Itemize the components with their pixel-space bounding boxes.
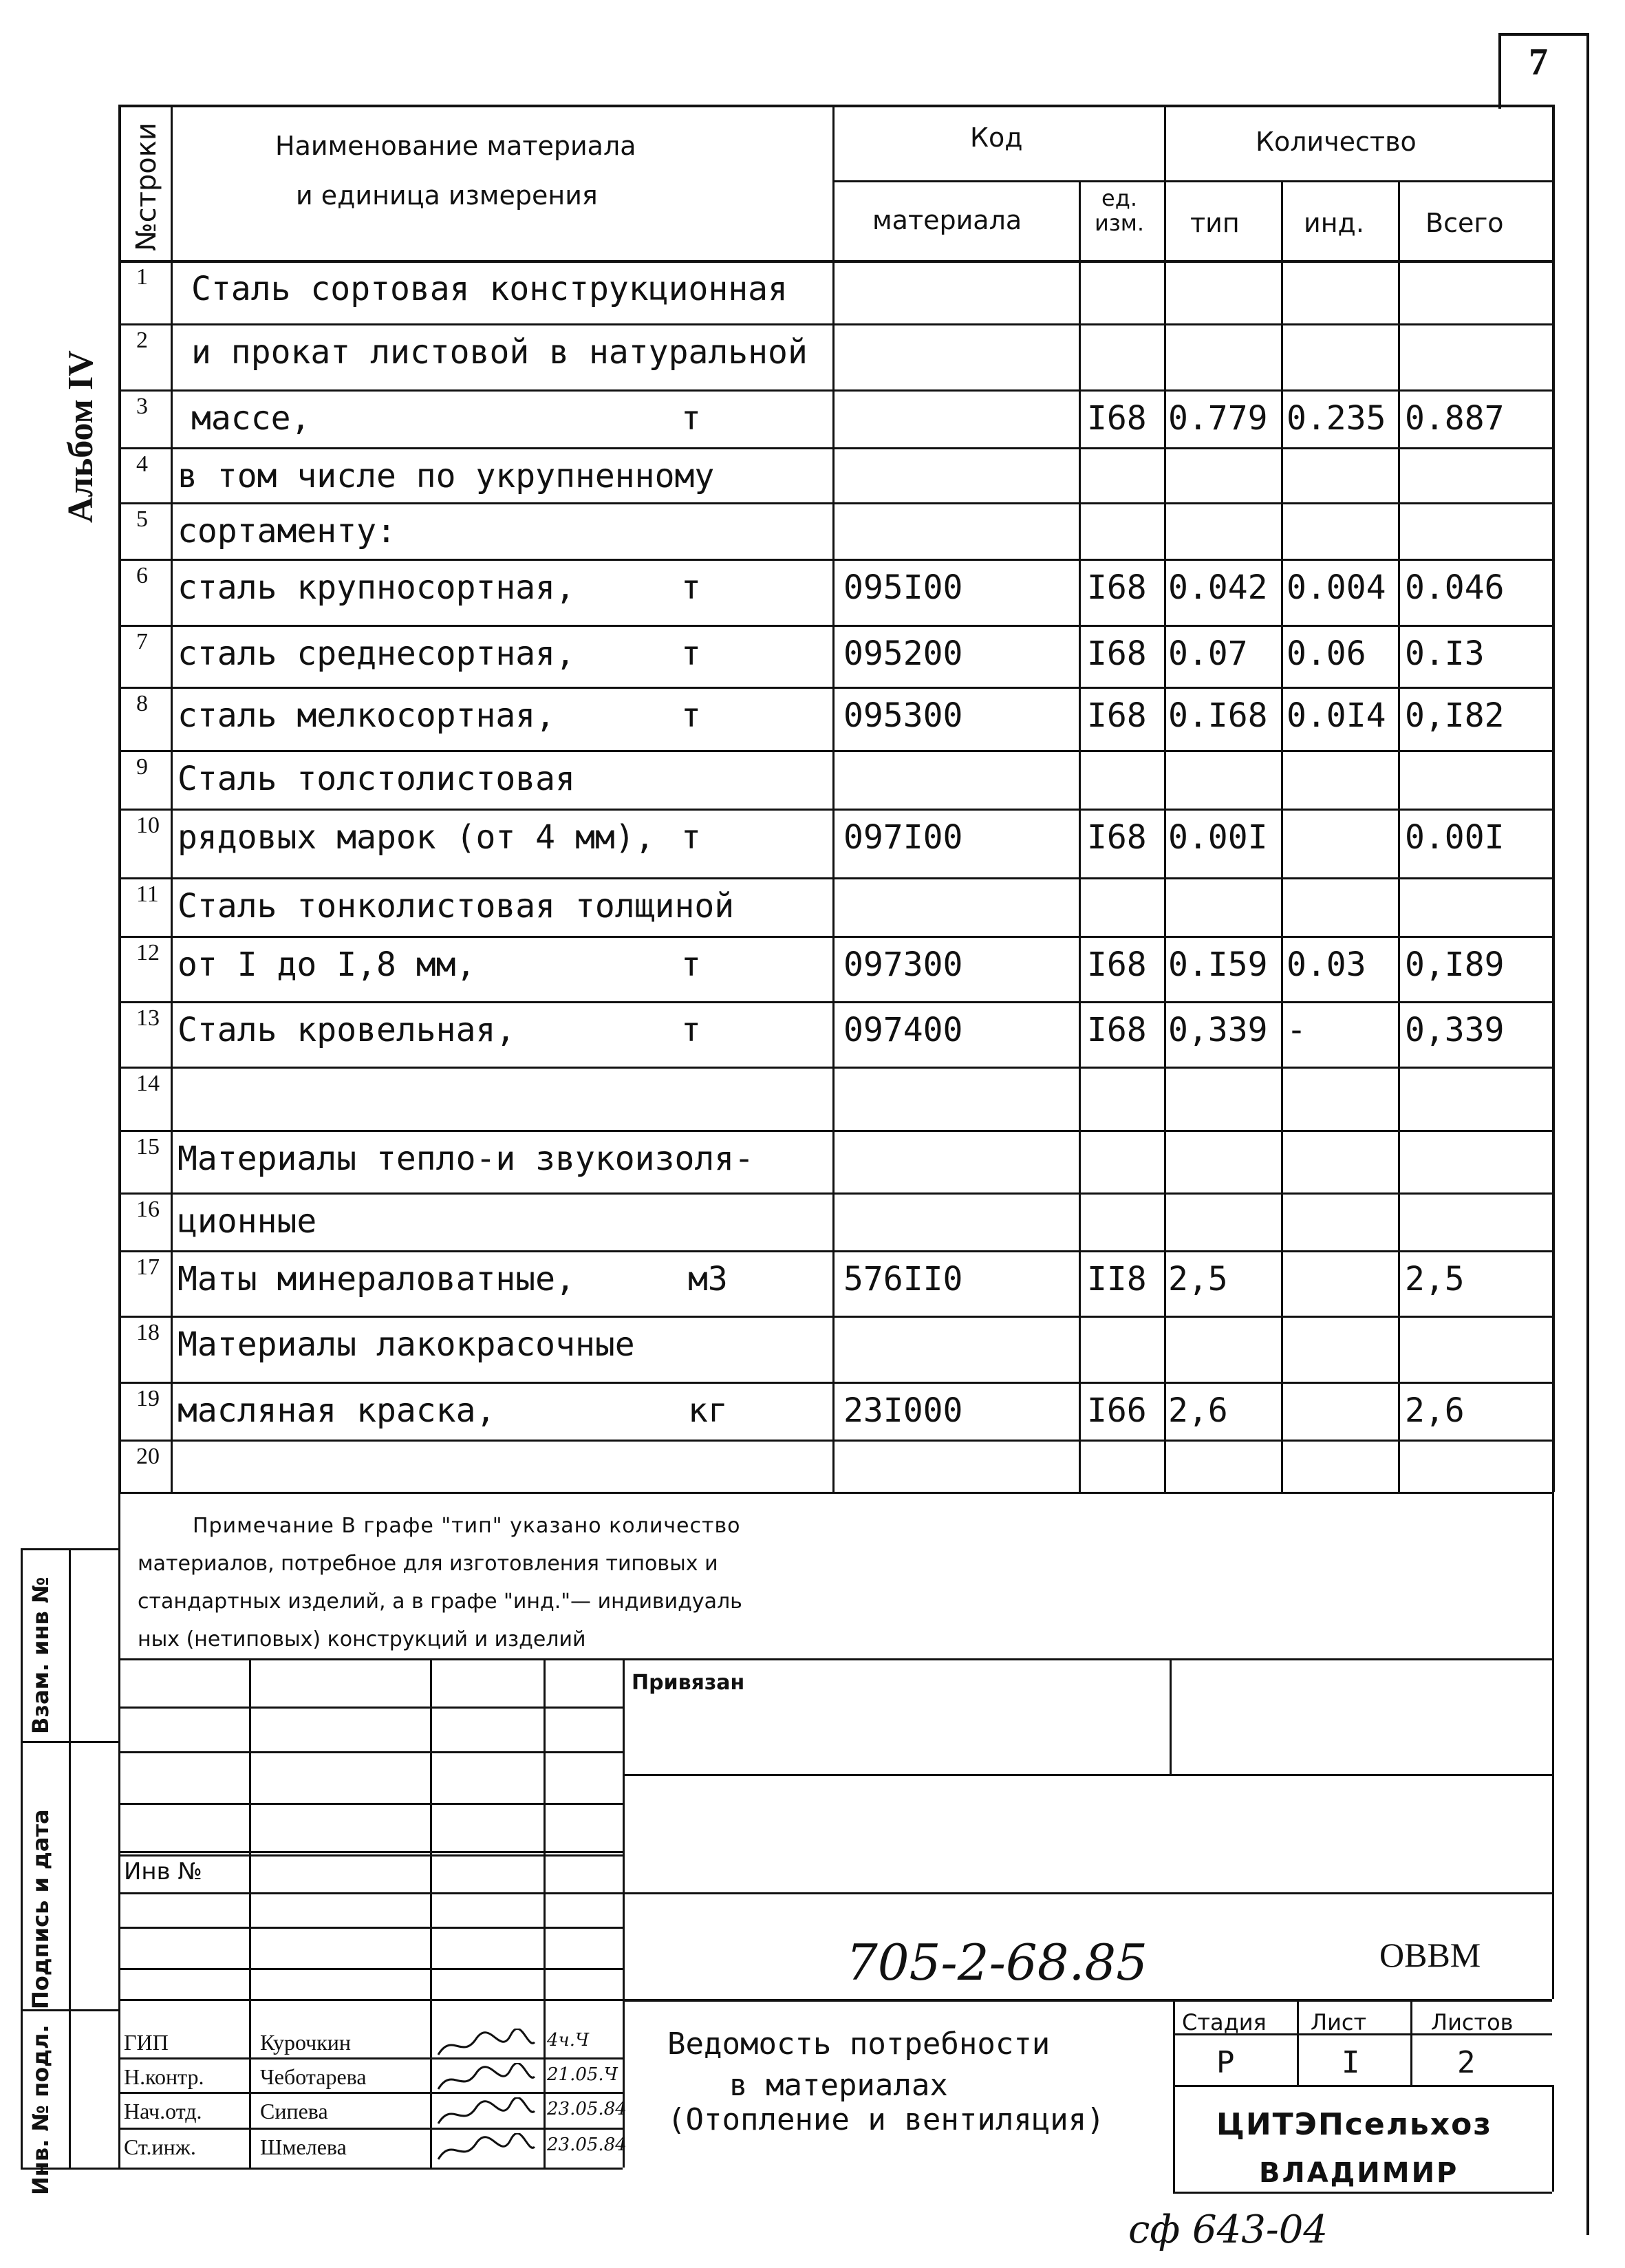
row-number: 19 xyxy=(136,1386,160,1411)
row-number: 11 xyxy=(136,881,159,907)
sign-row xyxy=(118,2092,623,2094)
signer-role: Нач.отд. xyxy=(124,2099,202,2123)
margin-line xyxy=(21,1741,118,1743)
inv-no-label: Инв № xyxy=(124,1858,202,1885)
row-number: 13 xyxy=(136,1005,160,1031)
material-name: Маты минераловатные, xyxy=(177,1260,575,1298)
material-name: сталь мелкосортная, xyxy=(177,696,556,735)
sign-row xyxy=(118,1803,623,1805)
sheet-label: Лист xyxy=(1311,2009,1367,2035)
sign-row xyxy=(118,1999,623,2001)
row-number: 18 xyxy=(136,1320,160,1345)
row-line xyxy=(118,389,1552,392)
qty-ind: 0.06 xyxy=(1287,634,1366,673)
header-qty-total: Всего xyxy=(1425,208,1504,238)
material-code: 095200 xyxy=(843,634,963,673)
unit-label: т xyxy=(681,1011,701,1049)
album-label: Альбом IV xyxy=(61,350,100,523)
material-name: сталь среднесортная, xyxy=(177,634,575,673)
signer-role: Ст.инж. xyxy=(124,2135,196,2159)
unit-label: м3 xyxy=(688,1260,728,1298)
material-name: сталь крупносортная, xyxy=(177,568,575,607)
page-number: 7 xyxy=(1529,41,1548,83)
material-name: массе, xyxy=(191,399,311,438)
note-line-3: стандартных изделий, а в графе "инд."— индивидуаль xyxy=(138,1590,742,1614)
col-line xyxy=(832,105,835,1492)
qty-total: 2,6 xyxy=(1405,1391,1465,1430)
note-line-4: ных (нетиповых) конструкций и изделий xyxy=(138,1627,586,1651)
qty-ind: 0.0I4 xyxy=(1287,696,1386,735)
row-line xyxy=(118,447,1552,449)
qty-total: 0,339 xyxy=(1405,1011,1505,1049)
material-name: и прокат листовой в натуральной xyxy=(191,333,808,372)
unit-code: I68 xyxy=(1087,945,1147,984)
signature-date: 4ч.Ч xyxy=(547,2030,590,2051)
signer-name: Курочкин xyxy=(260,2030,351,2055)
row-line xyxy=(118,559,1552,561)
sign-col xyxy=(623,1658,625,2168)
header-code-material: материала xyxy=(872,205,1022,235)
row-line xyxy=(118,625,1552,627)
row-line xyxy=(118,1130,1552,1132)
qty-type: 2,5 xyxy=(1168,1260,1228,1298)
margin-inner-line xyxy=(69,1548,71,2168)
row-line xyxy=(118,502,1552,504)
page-top-border xyxy=(1500,33,1589,36)
margin-line xyxy=(21,1548,118,1550)
stage-col xyxy=(1297,1999,1299,2085)
sheets-value: 2 xyxy=(1457,2045,1476,2080)
stage-col xyxy=(1410,1999,1412,2085)
header-sub-line xyxy=(832,180,1552,182)
signature-scribble xyxy=(435,2029,538,2062)
code-top-line xyxy=(623,1892,1552,1894)
sign-row xyxy=(118,1927,623,1929)
row-number: 3 xyxy=(136,394,148,419)
qty-total: 0,I89 xyxy=(1405,945,1505,984)
signer-name: Сипева xyxy=(260,2099,328,2123)
stamp-right-border xyxy=(1552,1492,1554,1999)
row-number: 10 xyxy=(136,813,160,838)
sign-row xyxy=(118,1851,623,1853)
sign-row xyxy=(118,2128,623,2130)
sign-row xyxy=(118,1854,623,1857)
material-code: 097400 xyxy=(843,1011,963,1049)
material-name: Сталь кровельная, xyxy=(177,1011,516,1049)
material-name: Сталь тонколистовая толщиной xyxy=(177,887,735,926)
qty-type: 0.779 xyxy=(1168,399,1268,438)
qty-type: 0.00I xyxy=(1168,818,1268,857)
unit-code: I68 xyxy=(1087,818,1147,857)
material-code: 097I00 xyxy=(843,818,963,857)
stage-value-line xyxy=(1173,2085,1552,2087)
row-number: 2 xyxy=(136,328,148,353)
header-qty-type: тип xyxy=(1190,208,1240,238)
col-line xyxy=(171,105,173,1492)
qty-total: 0.046 xyxy=(1405,568,1505,607)
table-right-border xyxy=(1552,105,1555,1492)
title-line-1: Ведомость потребности xyxy=(667,2026,1051,2062)
stage-value: Р xyxy=(1216,2045,1235,2080)
sign-col xyxy=(249,1658,251,2168)
col-line xyxy=(1398,180,1400,1492)
row-number: 9 xyxy=(136,754,148,780)
sheets-label: Листов xyxy=(1431,2009,1514,2035)
sign-row xyxy=(118,1968,623,1970)
qty-type: 0.I59 xyxy=(1168,945,1268,984)
header-bottom-line xyxy=(118,260,1552,263)
col-line xyxy=(1164,105,1166,1492)
header-qty-ind: инд. xyxy=(1304,208,1364,238)
material-name: Сталь сортовая конструкционная xyxy=(191,270,788,308)
row-line xyxy=(118,1067,1552,1069)
signer-role: ГИП xyxy=(124,2030,169,2055)
stamp-left-border xyxy=(118,1492,120,2168)
row-number: 4 xyxy=(136,451,148,477)
stage-label: Стадия xyxy=(1182,2009,1267,2035)
qty-ind: 0.235 xyxy=(1287,399,1386,438)
privyazan-divider xyxy=(1170,1658,1172,1774)
sheet-code: ОВВМ xyxy=(1379,1936,1481,1974)
material-name: ционные xyxy=(177,1202,317,1241)
unit-label: т xyxy=(681,818,701,857)
signer-name: Шмелева xyxy=(260,2135,347,2159)
qty-type: 2,6 xyxy=(1168,1391,1228,1430)
privyazan-bottom xyxy=(623,1774,1552,1776)
signature-date: 23.05.84 xyxy=(547,2135,627,2155)
sign-row xyxy=(118,2168,623,2170)
material-name: Сталь толстолистовая xyxy=(177,760,575,798)
unit-code: I66 xyxy=(1087,1391,1147,1430)
row-number: 16 xyxy=(136,1197,160,1222)
sheet-value: I xyxy=(1342,2045,1360,2080)
margin-outer-line xyxy=(21,1548,23,2168)
row-line xyxy=(118,1440,1552,1442)
row-line xyxy=(118,1382,1552,1384)
row-line xyxy=(118,1001,1552,1003)
row-number: 7 xyxy=(136,629,148,654)
col-line xyxy=(1079,180,1081,1492)
title-right-border xyxy=(1552,2085,1554,2192)
qty-type: 0.042 xyxy=(1168,568,1268,607)
material-name: от I до I,8 мм, xyxy=(177,945,476,984)
row-line xyxy=(118,936,1552,938)
sign-row xyxy=(118,2057,623,2060)
row-line xyxy=(118,687,1552,689)
row-number: 15 xyxy=(136,1134,160,1159)
row-line xyxy=(118,750,1552,752)
unit-label: т xyxy=(681,634,701,673)
unit-label: т xyxy=(681,696,701,735)
material-name: в том числе по укрупненному xyxy=(177,457,715,495)
row-number: 20 xyxy=(136,1444,160,1469)
row-line xyxy=(118,809,1552,811)
qty-total: 0.I3 xyxy=(1405,634,1485,673)
qty-total: 2,5 xyxy=(1405,1260,1465,1298)
material-name: рядовых марок (от 4 мм), xyxy=(177,818,655,857)
unit-code: I68 xyxy=(1087,568,1147,607)
title-line-2: в материалах xyxy=(729,2068,948,2103)
signature-scribble xyxy=(435,2097,538,2130)
material-code: 095300 xyxy=(843,696,963,735)
qty-type: 0.07 xyxy=(1168,634,1248,673)
row-line xyxy=(118,1316,1552,1318)
qty-total: 0,I82 xyxy=(1405,696,1505,735)
material-code: 23I000 xyxy=(843,1391,963,1430)
unit-code: I68 xyxy=(1087,634,1147,673)
row-number: 6 xyxy=(136,563,148,588)
title-divider xyxy=(1173,1999,1175,2192)
signature-date: 21.05.Ч xyxy=(547,2064,618,2085)
qty-ind: 0.03 xyxy=(1287,945,1366,984)
header-name-line2: и единица измерения xyxy=(296,180,598,211)
header-quantity: Количество xyxy=(1256,127,1417,157)
row-number: 8 xyxy=(136,691,148,716)
header-row-no: №строки xyxy=(131,122,162,251)
sign-row xyxy=(118,1892,623,1894)
row-number: 1 xyxy=(136,264,148,290)
unit-label: кг xyxy=(688,1391,728,1430)
qty-type: 0,339 xyxy=(1168,1011,1268,1049)
unit-code: I68 xyxy=(1087,399,1147,438)
unit-label: т xyxy=(681,399,701,438)
signature-scribble xyxy=(435,2133,538,2166)
margin-inv-podl-label: Инв. № подл. xyxy=(28,2024,54,2195)
table-top-border xyxy=(118,105,1552,107)
col-line xyxy=(1281,180,1283,1492)
page-right-border xyxy=(1586,33,1589,2235)
sign-row xyxy=(118,1707,623,1709)
sign-col xyxy=(544,1658,546,2168)
unit-code: I68 xyxy=(1087,1011,1147,1049)
row-number: 17 xyxy=(136,1254,160,1280)
sign-row xyxy=(118,1751,623,1753)
title-top-line xyxy=(623,1999,1552,2002)
row-line xyxy=(118,1250,1552,1252)
page-number-box-left xyxy=(1498,33,1501,109)
signer-role: Н.контр. xyxy=(124,2064,204,2089)
header-code: Код xyxy=(970,122,1023,153)
signer-name: Чеботарева xyxy=(260,2064,367,2089)
row-line xyxy=(118,323,1552,325)
material-name: масляная краска, xyxy=(177,1391,496,1430)
title-bottom-line xyxy=(1173,2192,1552,2194)
note-bottom-line xyxy=(118,1658,1552,1660)
material-name: Материалы тепло-и звукоизоля- xyxy=(177,1140,755,1178)
row-line xyxy=(118,1492,1552,1494)
unit-code: I68 xyxy=(1087,696,1147,735)
material-code: 576II0 xyxy=(843,1260,963,1298)
signature-date: 23.05.84 xyxy=(547,2099,627,2119)
margin-line xyxy=(21,2009,118,2011)
row-number: 14 xyxy=(136,1071,160,1096)
note-line-1: Примечание В графе "тип" указано количество xyxy=(193,1514,741,1538)
bottom-code: сф 643-04 xyxy=(1128,2207,1328,2252)
privyazan-label: Привязан xyxy=(632,1671,745,1695)
note-line-2: материалов, потребное для изготовления типовых и xyxy=(138,1552,718,1576)
row-number: 5 xyxy=(136,506,148,532)
sign-col xyxy=(430,1658,432,2168)
material-code: 095I00 xyxy=(843,568,963,607)
unit-code: II8 xyxy=(1087,1260,1147,1298)
unit-label: т xyxy=(681,568,701,607)
qty-ind: - xyxy=(1287,1011,1306,1049)
material-code: 097300 xyxy=(843,945,963,984)
unit-label: т xyxy=(681,945,701,984)
qty-total: 0.887 xyxy=(1405,399,1505,438)
row-line xyxy=(118,877,1552,879)
header-name-line1: Наименование материала xyxy=(275,131,636,161)
title-line-3: (Отопление и вентиляция) xyxy=(667,2102,1105,2137)
table-left-border xyxy=(118,105,121,1492)
qty-type: 0.I68 xyxy=(1168,696,1268,735)
qty-ind: 0.004 xyxy=(1287,568,1386,607)
organization-name: ЦИТЭПсельхоз xyxy=(1216,2107,1492,2142)
margin-podpis-label: Подпись и дата xyxy=(28,1809,54,2009)
row-number: 12 xyxy=(136,940,160,965)
header-code-unit: ед. изм. xyxy=(1094,185,1145,236)
document-code: 705-2-68.85 xyxy=(846,1934,1148,1991)
row-line xyxy=(118,1192,1552,1195)
organization-city: ВЛАДИМИР xyxy=(1259,2157,1459,2189)
qty-total: 0.00I xyxy=(1405,818,1505,857)
material-name: сортаменту: xyxy=(177,512,396,550)
margin-vzam-label: Взам. инв № xyxy=(28,1576,54,1734)
material-name: Материалы лакокрасочные xyxy=(177,1325,635,1364)
signature-scribble xyxy=(435,2063,538,2096)
